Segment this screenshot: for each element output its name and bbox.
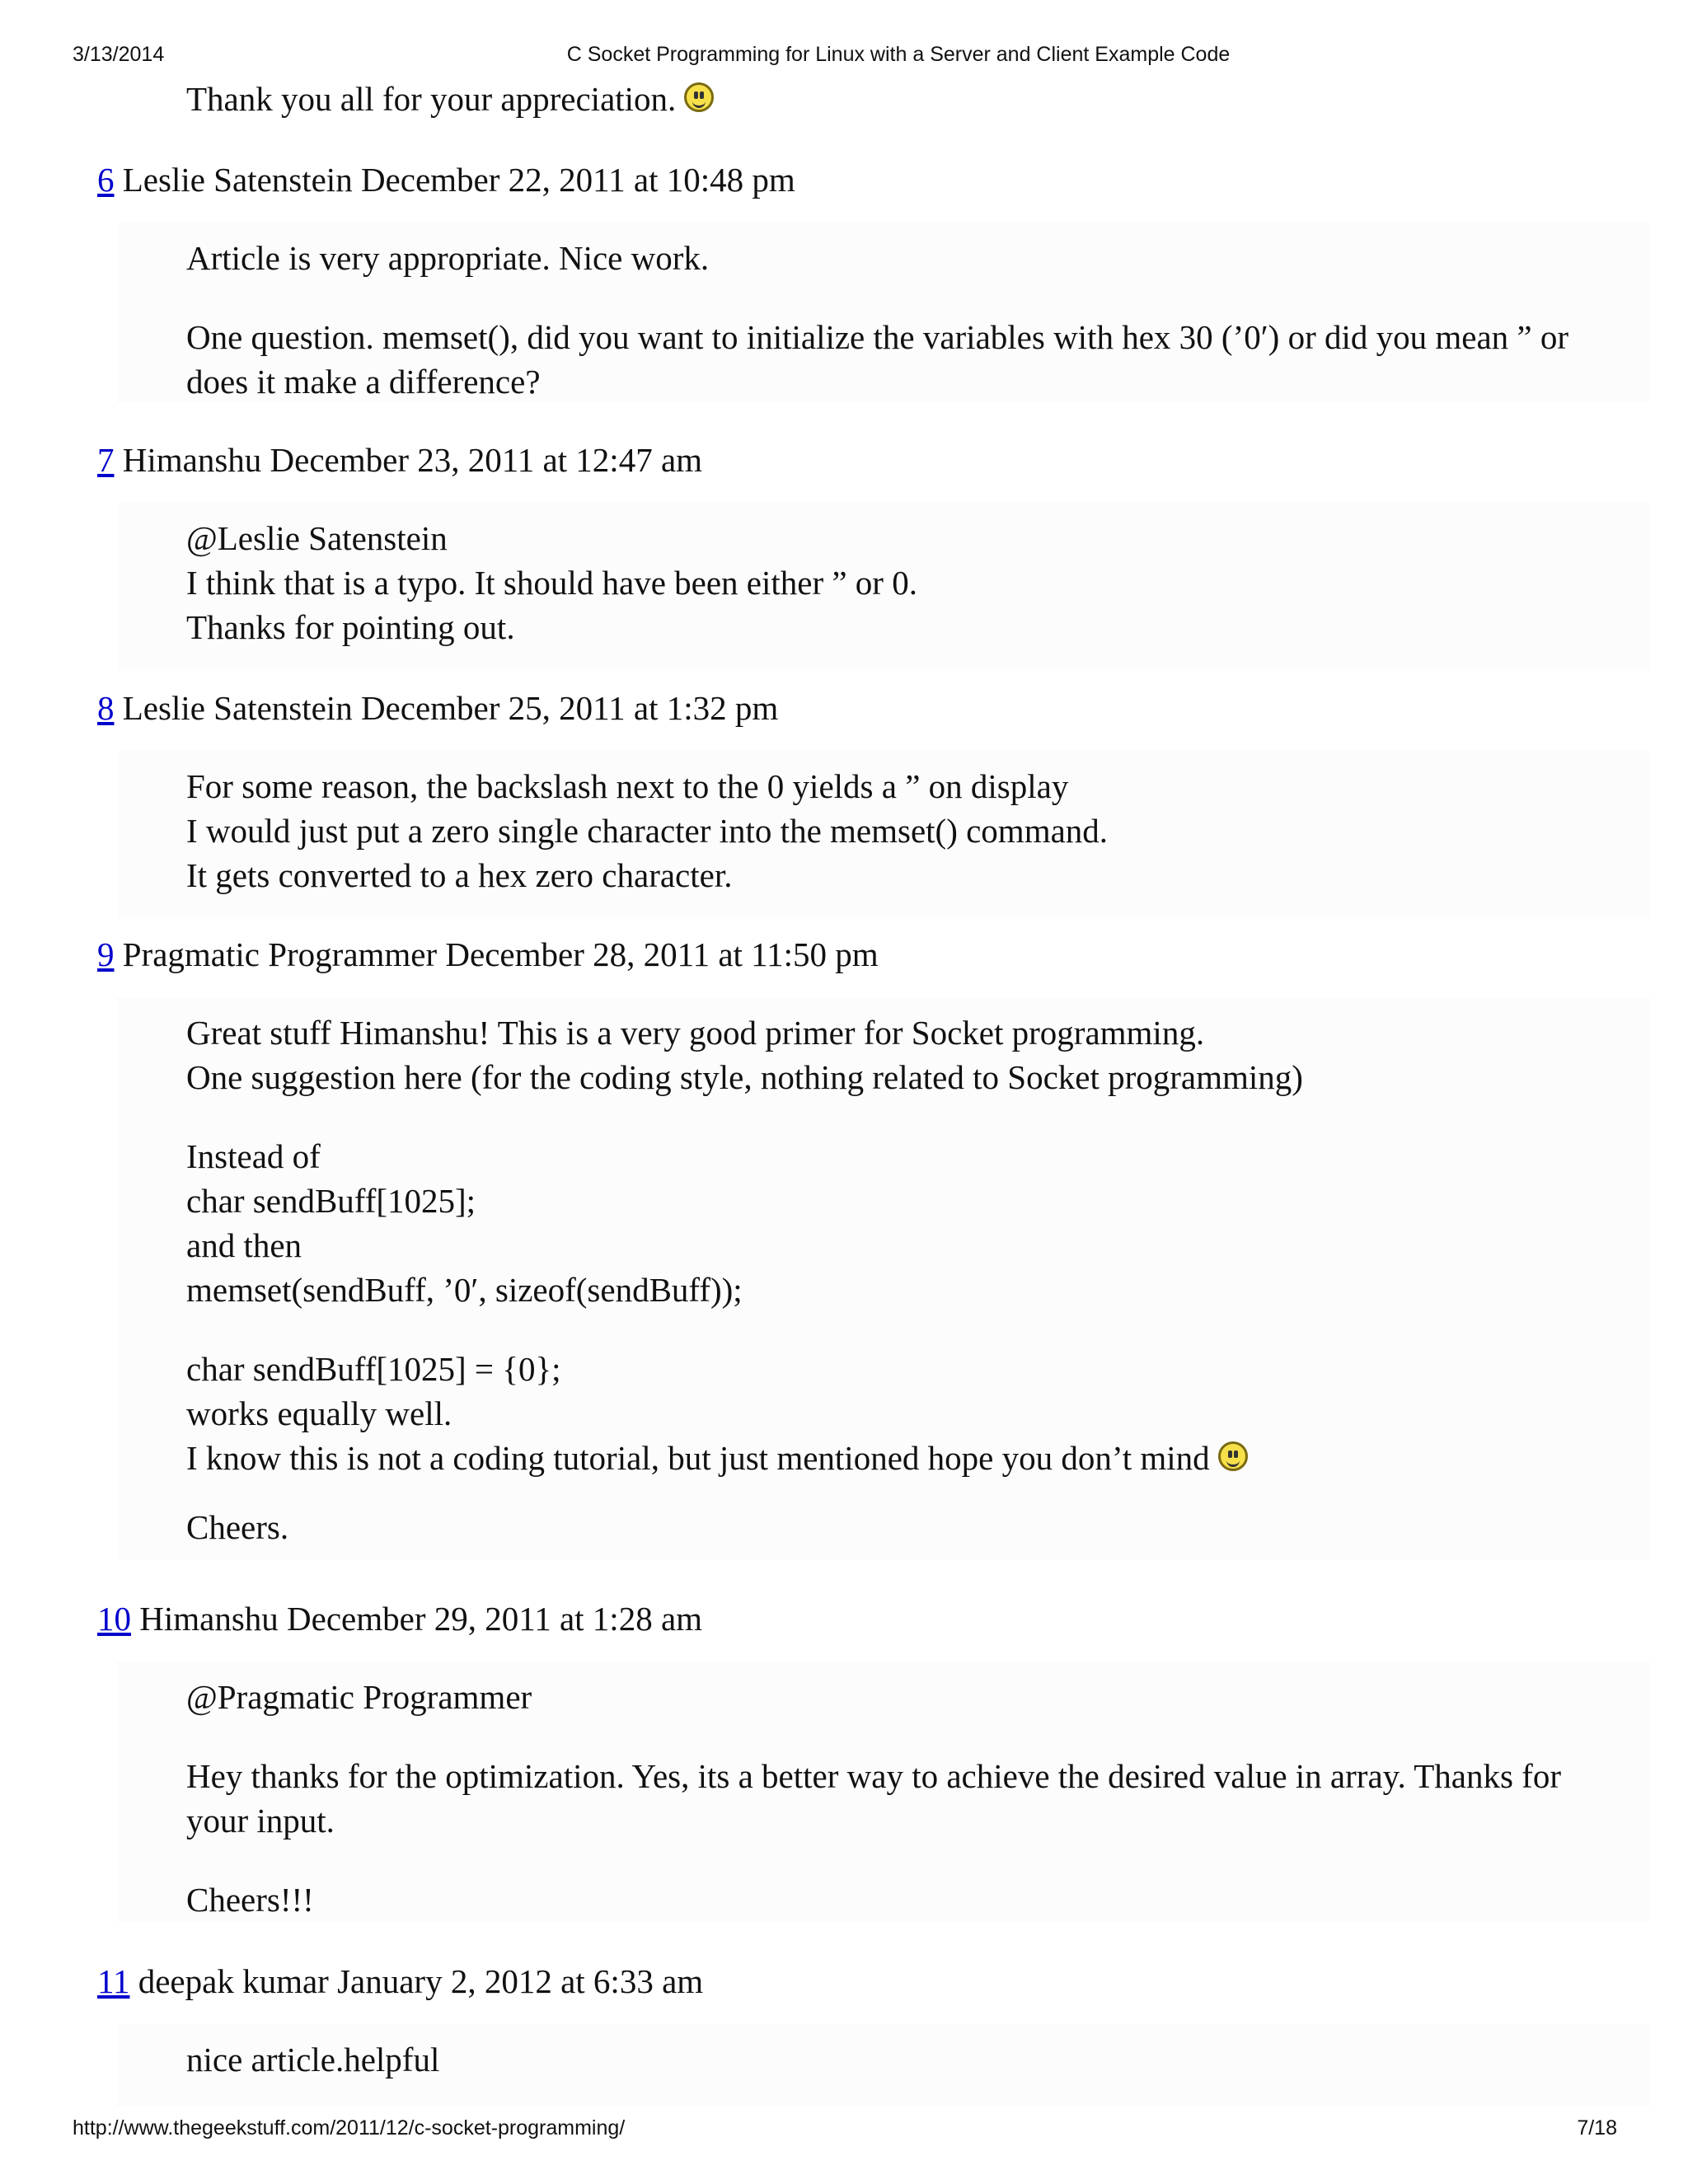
comment-text: Article is very appropriate. Nice work. bbox=[186, 239, 710, 277]
comment-text: Cheers!!! bbox=[186, 1881, 314, 1919]
comment-text: Thanks for pointing out. bbox=[186, 608, 515, 646]
comment-header bbox=[97, 440, 702, 480]
comment-body bbox=[117, 751, 1650, 919]
comment-author: Leslie Satenstein bbox=[122, 161, 353, 199]
comment-text: It gets converted to a hex zero character. bbox=[186, 856, 733, 894]
page-number: 7/18 bbox=[1577, 2116, 1617, 2139]
comment-header bbox=[97, 1961, 703, 2001]
comment-date: December 29, 2011 at 1:28 am bbox=[287, 1600, 703, 1638]
comment-date: January 2, 2012 at 6:33 am bbox=[337, 1962, 704, 2000]
comment-author: Leslie Satenstein bbox=[122, 689, 353, 727]
print-footer bbox=[0, 2116, 1688, 2149]
comment-header bbox=[97, 688, 778, 728]
comment-body bbox=[117, 997, 1650, 1559]
comment-author: Himanshu bbox=[122, 441, 262, 479]
comment-author: deepak kumar bbox=[138, 1962, 329, 2000]
comment-text: Great stuff Himanshu! This is a very good primer for Socket programming. bbox=[186, 1014, 1205, 1052]
comment-text: For some reason, the backslash next to the 0 yields a ” on display bbox=[186, 767, 1069, 805]
comment-text: I would just put a zero single character into the memset() command. bbox=[186, 812, 1109, 850]
comment-body bbox=[117, 2024, 1650, 2107]
comment-text: and then bbox=[186, 1226, 302, 1264]
comment-header bbox=[97, 1599, 702, 1638]
comment-text: Instead of bbox=[186, 1137, 321, 1175]
comment-author: Pragmatic Programmer bbox=[122, 935, 438, 973]
comment-date: December 28, 2011 at 11:50 pm bbox=[445, 935, 879, 973]
comment-number-link[interactable]: 8 bbox=[97, 689, 115, 727]
comment-text: @Leslie Satenstein bbox=[186, 519, 448, 557]
comment-text: memset(sendBuff, ’0′, sizeof(sendBuff)); bbox=[186, 1271, 743, 1309]
comment-text: Cheers. bbox=[186, 1508, 289, 1546]
comment-text: char sendBuff[1025]; bbox=[186, 1182, 476, 1220]
comment-text: Hey thanks for the optimization. Yes, its a better way to achieve the desired value in array. Thanks for bbox=[186, 1757, 1561, 1795]
print-date: 3/13/2014 bbox=[73, 43, 165, 66]
comment-text: works equally well. bbox=[186, 1394, 452, 1432]
comment-body bbox=[117, 1661, 1650, 1922]
intro-text: Thank you all for your appreciation. bbox=[186, 80, 677, 118]
comment-text: does it make a difference? bbox=[186, 363, 541, 401]
comment-body bbox=[117, 503, 1650, 671]
comment-text: char sendBuff[1025] = {0}; bbox=[186, 1350, 561, 1388]
comment-number-link[interactable]: 7 bbox=[97, 441, 115, 479]
smiley-icon bbox=[1218, 1441, 1248, 1471]
smiley-icon bbox=[684, 82, 714, 112]
comment-text: @Pragmatic Programmer bbox=[186, 1678, 532, 1716]
comment-date: December 22, 2011 at 10:48 pm bbox=[360, 161, 795, 199]
comment-text: I think that is a typo. It should have been either ” or 0. bbox=[186, 564, 917, 602]
comment-number-link[interactable]: 9 bbox=[97, 935, 115, 973]
comment-header bbox=[97, 935, 879, 974]
comment-header bbox=[97, 160, 795, 199]
print-header bbox=[0, 43, 1688, 76]
comment-text: I know this is not a coding tutorial, but just mentioned hope you don’t mind bbox=[186, 1439, 1210, 1477]
comment-text: One question. memset(), did you want to initialize the variables with hex 30 (’0′) or did you mean ” or bbox=[186, 318, 1569, 356]
comment-date: December 23, 2011 at 12:47 am bbox=[270, 441, 703, 479]
print-title: C Socket Programming for Linux with a Server and Client Example Code bbox=[566, 43, 1231, 66]
comment-number-link[interactable]: 11 bbox=[97, 1962, 130, 2000]
comment-body bbox=[117, 223, 1650, 402]
comment-text: nice article.helpful bbox=[186, 2041, 440, 2079]
comment-text: your input. bbox=[186, 1802, 335, 1840]
comment-number-link[interactable]: 6 bbox=[97, 161, 115, 199]
comment-author: Himanshu bbox=[139, 1600, 279, 1638]
comment-date: December 25, 2011 at 1:32 pm bbox=[360, 689, 779, 727]
comment-text: One suggestion here (for the coding style, nothing related to Socket programming) bbox=[186, 1058, 1303, 1096]
page-url: http://www.thegeekstuff.com/2011/12/c-socket-programming/ bbox=[73, 2116, 626, 2139]
comment-number-link[interactable]: 10 bbox=[97, 1600, 131, 1638]
